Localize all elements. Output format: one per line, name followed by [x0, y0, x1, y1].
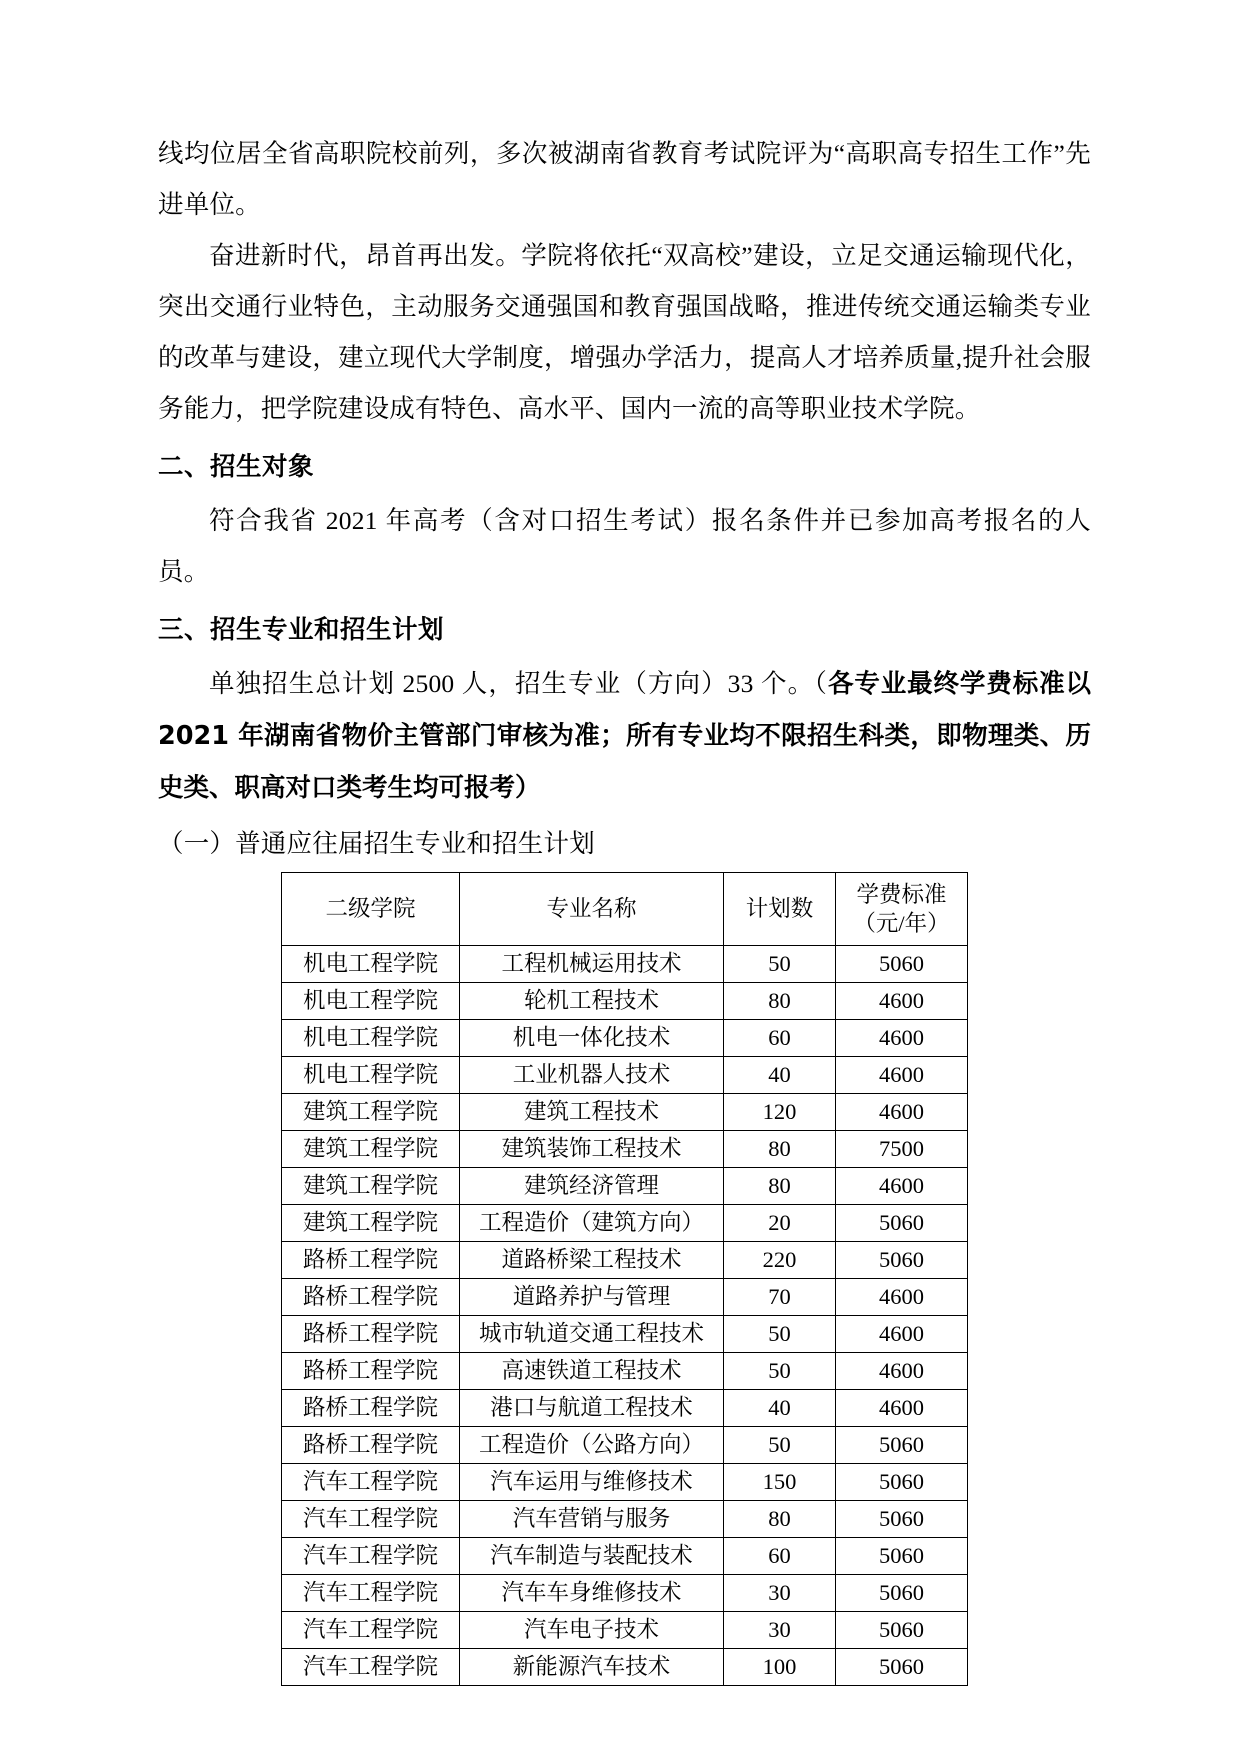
cell-fee: 5060 — [836, 1649, 968, 1686]
cell-fee: 4600 — [836, 1316, 968, 1353]
cell-plan: 80 — [724, 983, 836, 1020]
cell-fee: 4600 — [836, 983, 968, 1020]
cell-college: 汽车工程学院 — [282, 1649, 460, 1686]
cell-fee: 5060 — [836, 1538, 968, 1575]
cell-fee: 5060 — [836, 1501, 968, 1538]
table-body — [282, 946, 968, 1686]
table-row — [282, 1538, 968, 1575]
cell-college: 建筑工程学院 — [282, 1168, 460, 1205]
column-header-fee — [836, 873, 968, 946]
cell-college: 汽车工程学院 — [282, 1538, 460, 1575]
cell-fee: 5060 — [836, 1242, 968, 1279]
table-row — [282, 1279, 968, 1316]
cell-fee: 4600 — [836, 1279, 968, 1316]
cell-college: 建筑工程学院 — [282, 1205, 460, 1242]
cell-plan: 120 — [724, 1094, 836, 1131]
cell-plan: 80 — [724, 1501, 836, 1538]
table-row — [282, 1649, 968, 1686]
cell-plan: 220 — [724, 1242, 836, 1279]
cell-major: 工程机械运用技术 — [460, 946, 724, 983]
table-header — [282, 873, 968, 946]
cell-plan: 30 — [724, 1612, 836, 1649]
cell-college: 机电工程学院 — [282, 946, 460, 983]
table-row — [282, 1575, 968, 1612]
cell-plan: 60 — [724, 1020, 836, 1057]
table-row — [282, 1316, 968, 1353]
cell-college: 建筑工程学院 — [282, 1094, 460, 1131]
column-header-plan: 计划数 — [724, 873, 836, 946]
cell-college: 路桥工程学院 — [282, 1427, 460, 1464]
cell-college: 路桥工程学院 — [282, 1390, 460, 1427]
cell-major: 道路桥梁工程技术 — [460, 1242, 724, 1279]
cell-college: 机电工程学院 — [282, 1020, 460, 1057]
table-row — [282, 1390, 968, 1427]
cell-plan: 50 — [724, 1427, 836, 1464]
table-row — [282, 1168, 968, 1205]
cell-plan: 150 — [724, 1464, 836, 1501]
cell-major: 汽车运用与维修技术 — [460, 1464, 724, 1501]
cell-college: 路桥工程学院 — [282, 1316, 460, 1353]
cell-major: 建筑装饰工程技术 — [460, 1131, 724, 1168]
column-header-college: 二级学院 — [282, 873, 460, 946]
table-row — [282, 1464, 968, 1501]
cell-major: 道路养护与管理 — [460, 1279, 724, 1316]
cell-major: 工程造价（公路方向） — [460, 1427, 724, 1464]
cell-major: 城市轨道交通工程技术 — [460, 1316, 724, 1353]
cell-major: 高速铁道工程技术 — [460, 1353, 724, 1390]
heading-section-two: 二、招生对象 — [158, 452, 315, 482]
table-row — [282, 1612, 968, 1649]
cell-major: 港口与航道工程技术 — [460, 1390, 724, 1427]
cell-college: 建筑工程学院 — [282, 1131, 460, 1168]
cell-college: 机电工程学院 — [282, 1057, 460, 1094]
cell-major: 轮机工程技术 — [460, 983, 724, 1020]
cell-plan: 50 — [724, 1353, 836, 1390]
cell-major: 建筑经济管理 — [460, 1168, 724, 1205]
heading-section-three: 三、招生专业和招生计划 — [158, 615, 445, 645]
paragraph-admission-target: 符合我省 2021 年高考（含对口招生考试）报名条件并已参加高考报名的人员。 — [158, 506, 1091, 586]
sub-heading-general-plan: （一）普通应往届招生专业和招生计划 — [158, 829, 595, 858]
cell-major: 汽车车身维修技术 — [460, 1575, 724, 1612]
cell-fee: 4600 — [836, 1020, 968, 1057]
table-row — [282, 1205, 968, 1242]
cell-fee: 5060 — [836, 1575, 968, 1612]
cell-fee: 5060 — [836, 1612, 968, 1649]
paragraph-new-era: 奋进新时代，昂首再出发。学院将依托“双高校”建设，立足交通运输现代化，突出交通行业特色，主动服务交通强国和教育强国战略，推进传统交通运输类专业的改革与建设，建立现代大学制度，增强办学活力，提高人才培养质量,提升社会服务能力，把学院建设成有特色、高水平、国内一流的高等职业技术学院。 — [158, 241, 1091, 423]
cell-fee: 4600 — [836, 1353, 968, 1390]
cell-fee: 4600 — [836, 1168, 968, 1205]
cell-fee: 4600 — [836, 1390, 968, 1427]
cell-fee: 5060 — [836, 1464, 968, 1501]
page-content — [158, 128, 1091, 1686]
cell-major: 汽车电子技术 — [460, 1612, 724, 1649]
table-header-row — [282, 873, 968, 946]
cell-fee: 5060 — [836, 1427, 968, 1464]
cell-major: 工程造价（建筑方向） — [460, 1205, 724, 1242]
cell-major: 工业机器人技术 — [460, 1057, 724, 1094]
plan-summary-bold-run: 各专业最终学费标准以 2021 年湖南省物价主管部门审核为准；所有专业均不限招生科类，即物理类、历史类、职高对口类考生均可报考） — [158, 669, 1091, 803]
cell-major: 新能源汽车技术 — [460, 1649, 724, 1686]
table-row — [282, 1353, 968, 1390]
cell-plan: 80 — [724, 1131, 836, 1168]
cell-college: 机电工程学院 — [282, 983, 460, 1020]
column-header-fee-line2: （元/年） — [853, 911, 950, 936]
table-row — [282, 983, 968, 1020]
column-header-major: 专业名称 — [460, 873, 724, 946]
cell-fee: 7500 — [836, 1131, 968, 1168]
cell-plan: 80 — [724, 1168, 836, 1205]
table-row — [282, 1427, 968, 1464]
cell-plan: 40 — [724, 1057, 836, 1094]
cell-plan: 60 — [724, 1538, 836, 1575]
cell-major: 汽车制造与装配技术 — [460, 1538, 724, 1575]
plan-summary-normal-run: 单独招生总计划 2500 人，招生专业（方向）33 个。（ — [209, 669, 829, 698]
cell-fee: 5060 — [836, 1205, 968, 1242]
cell-plan: 100 — [724, 1649, 836, 1686]
cell-plan: 50 — [724, 1316, 836, 1353]
table-row — [282, 1501, 968, 1538]
cell-college: 路桥工程学院 — [282, 1353, 460, 1390]
cell-plan: 30 — [724, 1575, 836, 1612]
table-row — [282, 1131, 968, 1168]
table-row — [282, 1057, 968, 1094]
cell-major: 机电一体化技术 — [460, 1020, 724, 1057]
table-row — [282, 1020, 968, 1057]
cell-college: 汽车工程学院 — [282, 1612, 460, 1649]
cell-fee: 5060 — [836, 946, 968, 983]
cell-plan: 40 — [724, 1390, 836, 1427]
cell-plan: 50 — [724, 946, 836, 983]
column-header-fee-line1: 学费标准 — [856, 882, 947, 907]
cell-plan: 70 — [724, 1279, 836, 1316]
cell-major: 建筑工程技术 — [460, 1094, 724, 1131]
cell-plan: 20 — [724, 1205, 836, 1242]
table-row — [282, 946, 968, 983]
cell-college: 汽车工程学院 — [282, 1464, 460, 1501]
cell-fee: 4600 — [836, 1094, 968, 1131]
cell-college: 汽车工程学院 — [282, 1575, 460, 1612]
cell-major: 汽车营销与服务 — [460, 1501, 724, 1538]
table-row — [282, 1242, 968, 1279]
cell-college: 汽车工程学院 — [282, 1501, 460, 1538]
paragraph-continuation: 线均位居全省高职院校前列，多次被湖南省教育考试院评为“高职高专招生工作”先进单位。 — [158, 139, 1091, 219]
cell-college: 路桥工程学院 — [282, 1242, 460, 1279]
paragraph-plan-summary — [158, 658, 1091, 814]
admission-plan-table — [281, 872, 968, 1686]
cell-fee: 4600 — [836, 1057, 968, 1094]
cell-college: 路桥工程学院 — [282, 1279, 460, 1316]
table-row — [282, 1094, 968, 1131]
